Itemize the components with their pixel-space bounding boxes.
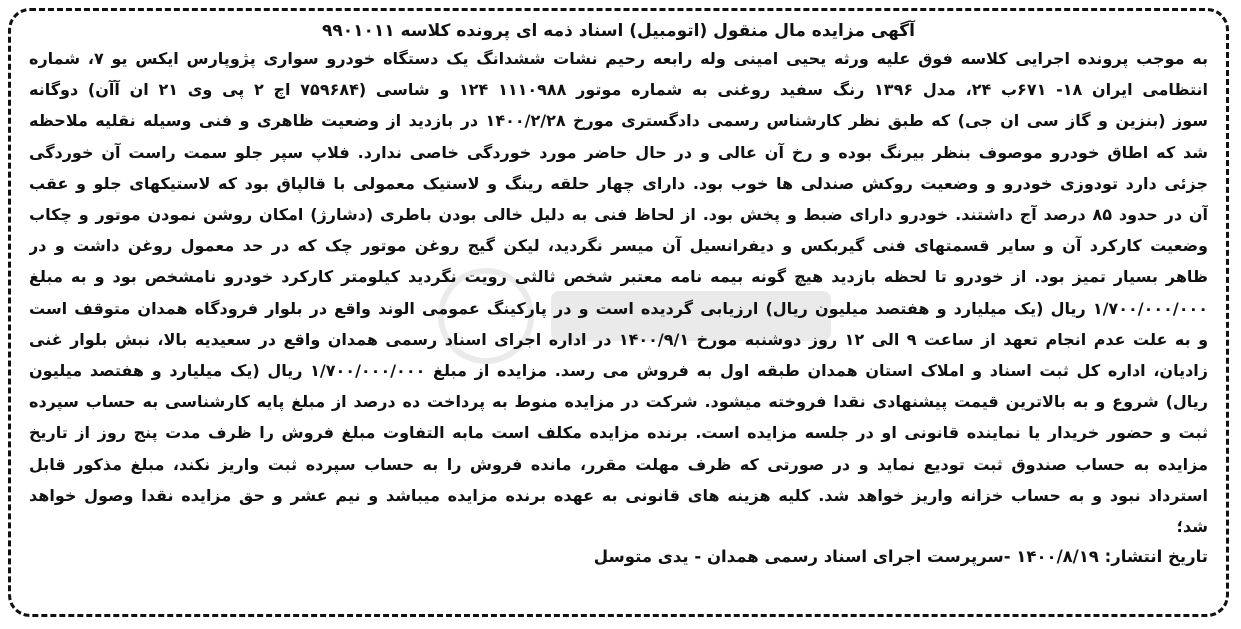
notice-body: [29, 43, 1208, 542]
publication-footer: تاریخ انتشار: ۱۴۰۰/۸/۱۹ -سرپرست اجرای اسناد رسمی همدان - یدی متوسل: [593, 547, 1208, 567]
body-line: مزایده به حساب صندوق ثبت تودیع نماید و در صورتی که ظرف مهلت مقرر، مانده فروش را به حساب سپرده ثبت واریز نکند، مبلغ مذکور قابل: [29, 454, 1208, 474]
body-line: جزئی دارد تودوزی خودرو و وضعیت روکش صندلی ها خوب بود. دارای چهار حلقه رینگ و لاستیک معمولی با قالپاق بود که لاستیکهای جلو و عقب: [29, 173, 1208, 193]
body-line: وضعیت کارکرد آن و سایر قسمتهای فنی گیربکس و دیفرانسیل آن میسر نگردید، لیکن گیج روغن موتور چک که در حد معمول روغن داشت و در: [29, 236, 1208, 256]
body-line: ثبت و حضور خریدار یا نماینده قانونی او در جلسه مزایده است. برنده مزایده مکلف است مابه التفاوت مبلغ فروش را ظرف مدت پنج روز از تاریخ: [29, 423, 1208, 443]
body-line: زادیان، اداره کل ثبت اسناد و املاک استان همدان طبقه اول به فروش می رسد. مزایده از مبلغ ۱/۷۰۰/۰۰۰/۰۰۰ ریال (یک میلیارد و هفتصد میلیون: [29, 361, 1208, 381]
body-line: انتظامی ایران ۱۸- ۶۷۱ب ۲۴، مدل ۱۳۹۶ رنگ سفید روغنی به شماره موتور ۱۱۱۰۹۸۸ ۱۲۴ و شاسی (۷۵۹۶۸۴ اچ ۲ پی وی ۲۱ ان آآن) دوگانه: [29, 80, 1208, 100]
body-line: آن در حدود ۸۵ درصد آج داشتند. خودرو دارای ضبط و پخش بود. از لحاظ فنی به دلیل خالی بودن باطری (دشارژ) امکان روشن نمودن موتور و چکاب: [29, 205, 1208, 225]
body-line: شد که اطاق خودرو موصوف بنظر بیرنگ بوده و رخ آن عالی و در حال حاضر مورد خوردگی خاصی ندارد. فلاپ سپر جلو سمت راست آن خوردگی: [29, 142, 1208, 162]
body-line: استرداد نبود و به حساب خزانه واریز خواهد شد. کلیه هزینه های قانونی به عهده برنده مزایده میباشد و نیم عشر و حق مزایده نقدا وصول خواهد: [29, 485, 1208, 505]
body-line: ریال) شروع و به بالاترین قیمت پیشنهادی نقدا فروخته میشود. شرکت در مزایده منوط به پرداخت ده درصد از مبلغ پایه کارشناسی به حساب سپرده: [29, 392, 1208, 412]
body-line: و به علت عدم انجام تعهد از ساعت ۹ الی ۱۲ روز دوشنبه مورخ ۱۴۰۰/۹/۱ در اداره اجرای اسناد رسمی همدان واقع در سعیدیه بالا، نبش بلوار غنی: [29, 329, 1208, 349]
notice-title: آگهی مزایده مال منقول (اتومبیل) اسناد ذمه ای پرونده کلاسه ۹۹۰۱۰۱۱: [321, 21, 916, 41]
body-line: ظاهر بسیار تمیز بود. از خودرو تا لحظه بازدید هیچ گونه بیمه نامه معتبر شخص ثالثی رویت نگردید کیلومتر کارکرد خودرو نامشخص بود و به مبلغ: [29, 267, 1208, 287]
body-line: سوز (بنزین و گاز سی ان جی) که طبق نظر کارشناس رسمی دادگستری مورخ ۱۴۰۰/۲/۲۸ در بازدید از وضعیت ظاهری و فنی وسیله نقلیه ملاحظه: [29, 111, 1208, 131]
body-line: شد؛: [1176, 517, 1208, 537]
auction-notice: [8, 8, 1229, 617]
body-line: به موجب پرونده اجرایی کلاسه فوق علیه ورثه یحیی امینی وله رابعه رحیم نشات ششدانگ یک دستگاه خودرو سواری پژوپارس ایکس یو ۷، شماره: [29, 49, 1208, 68]
body-line: ۱/۷۰۰/۰۰۰/۰۰۰ ریال (یک میلیارد و هفتصد میلیون ریال) ارزیابی گردیده است و در پارکینگ عمومی الوند واقع در بلوار فرودگاه همدان متوقف است: [29, 298, 1208, 318]
